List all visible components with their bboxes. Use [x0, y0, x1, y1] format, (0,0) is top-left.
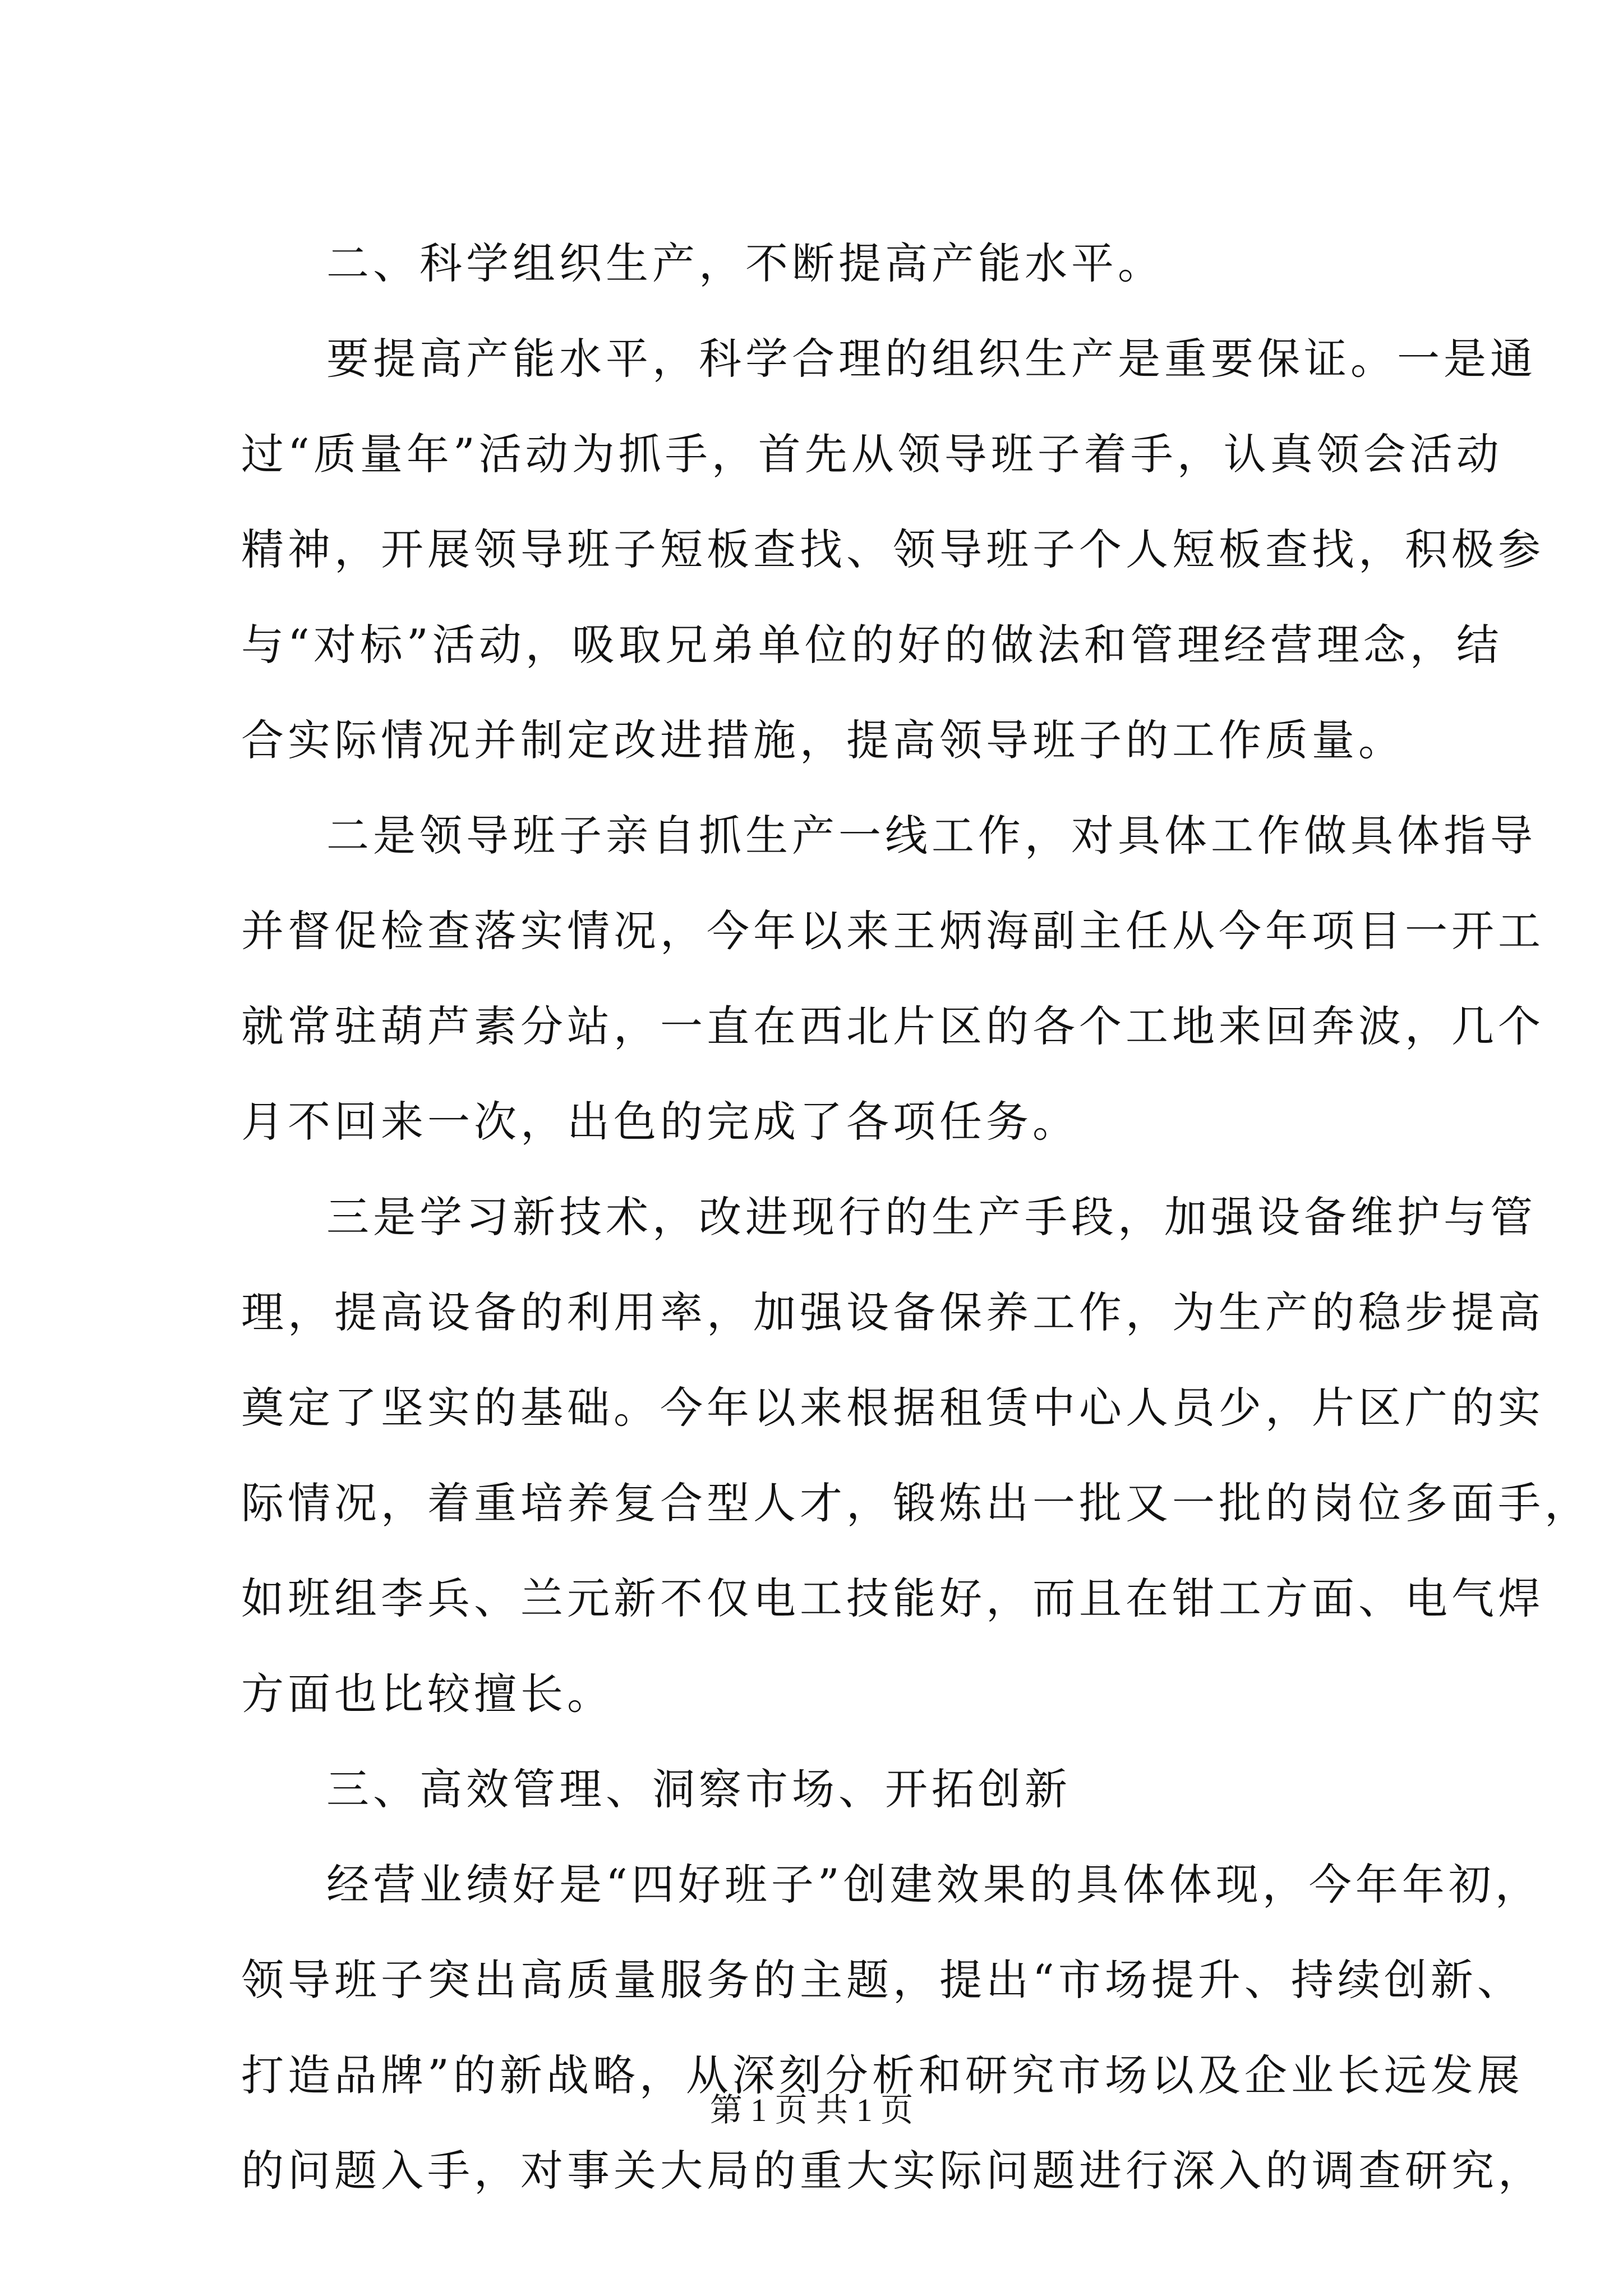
heading-section-three: 三、高效管理、洞察市场、开拓创新 — [326, 1764, 1071, 1814]
paragraph-line: 领导班子突出高质量服务的主题，提出“市场提升、持续创新、 — [241, 1955, 1524, 2005]
paragraph-line: 方面也比较擅长。 — [241, 1669, 614, 1719]
paragraph-line: 并督促检查落实情况，今年以来王炳海副主任从今年项目一开工 — [241, 906, 1544, 956]
heading-section-two: 二、科学组织生产，不断提高产能水平。 — [326, 238, 1164, 288]
paragraph-line: 过“质量年”活动为抓手，首先从领导班子着手，认真领会活动 — [241, 429, 1503, 479]
paragraph-line: 的问题入手，对事关大局的重大实际问题进行深入的调查研究， — [241, 2146, 1544, 2196]
paragraph-line: 与“对标”活动，吸取兄弟单位的好的做法和管理经营理念，结 — [241, 620, 1503, 670]
page-number-footer: 第 1 页 共 1 页 — [709, 2092, 914, 2128]
paragraph-line: 理，提高设备的利用率，加强设备保养工作，为生产的稳步提高 — [241, 1287, 1544, 1337]
paragraph-line: 打造品牌”的新战略，从深刻分析和研究市场以及企业长远发展 — [241, 2050, 1524, 2100]
paragraph-line: 精神，开展领导班子短板查找、领导班子个人短板查找，积极参 — [241, 524, 1544, 574]
paragraph-line: 要提高产能水平，科学合理的组织生产是重要保证。一是通 — [326, 334, 1537, 384]
paragraph-line: 际情况，着重培养复合型人才，锻炼出一批又一批的岗位多面手， — [241, 1478, 1591, 1528]
paragraph-line: 经营业绩好是“四好班子”创建效果的具体体现，今年年初， — [326, 1860, 1542, 1910]
paragraph-line: 三是学习新技术，改进现行的生产手段，加强设备维护与管 — [326, 1192, 1537, 1242]
paragraph-line: 合实际情况并制定改进措施，提高领导班子的工作质量。 — [241, 715, 1405, 765]
paragraph-line: 就常驻葫芦素分站，一直在西北片区的各个工地来回奔波，几个 — [241, 1001, 1544, 1051]
paragraph-line: 二是领导班子亲自抓生产一线工作，对具体工作做具体指导 — [326, 811, 1537, 861]
paragraph-line: 月不回来一次，出色的完成了各项任务。 — [241, 1097, 1079, 1147]
paragraph-line: 奠定了坚实的基础。今年以来根据租赁中心人员少，片区广的实 — [241, 1383, 1544, 1433]
paragraph-line: 如班组李兵、兰元新不仅电工技能好，而且在钳工方面、电气焊 — [241, 1573, 1544, 1623]
